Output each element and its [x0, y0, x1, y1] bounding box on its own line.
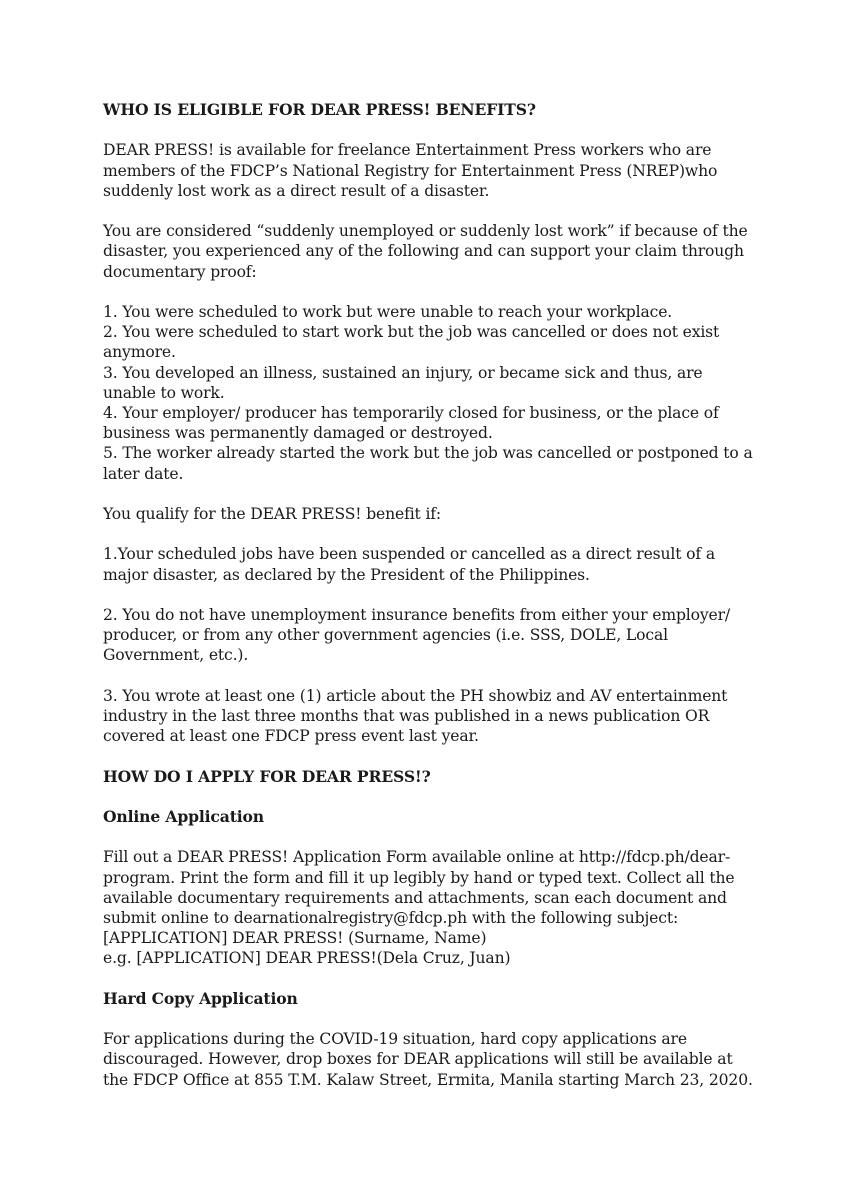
spacer: [103, 201, 753, 221]
conditions-list: [103, 302, 753, 484]
eligibility-intro: DEAR PRESS! is available for freelance Entertainment Press workers who are members of the FDCP’s National Registry for Entertainment Press (NREP)who suddenly lost work as a direct result of a disaster.: [103, 141, 718, 200]
spacer: [103, 282, 753, 302]
hardcopy-application-heading: Hard Copy Application: [103, 988, 298, 1008]
email-subject-format: [APPLICATION] DEAR PRESS! (Surname, Name): [103, 929, 487, 948]
spacer: [103, 787, 753, 807]
hardcopy-application-body: For applications during the COVID-19 situation, hard copy applications are discouraged. However, drop boxes for DEAR applications will still be available at the FDCP Office at 855 T.M. Kalaw Street, Ermita, Manila starting March 23, 2020.: [103, 1030, 753, 1089]
online-application-body: Fill out a DEAR PRESS! Application Form available online at http://fdcp.ph/dear-program. Print the form and fill it up legibly by hand or typed text. Collect all the available documentary requirements and attachments, scan each document and submit online to dearnationalregistry@fdcp.ph with the following subject:: [103, 848, 735, 927]
condition-item: 2. You were scheduled to start work but the job was cancelled or does not exist anymore.: [103, 323, 720, 362]
condition-item: 5. The worker already started the work but the job was cancelled or postponed to a later date.: [103, 444, 753, 483]
email-subject-example: e.g. [APPLICATION] DEAR PRESS!(Dela Cruz, Juan): [103, 949, 511, 968]
online-application-heading: Online Application: [103, 806, 264, 826]
qualify-item: 1.Your scheduled jobs have been suspended or cancelled as a direct result of a major disaster, as declared by the President of the Philippines.: [103, 545, 715, 584]
condition-item: 4. Your employer/ producer has temporarily closed for business, or the place of business was permanently damaged or destroyed.: [103, 404, 719, 443]
spacer: [103, 120, 753, 140]
condition-item: 3. You developed an illness, sustained an injury, or became sick and thus, are unable to work.: [103, 363, 703, 402]
spacer: [103, 1009, 753, 1029]
apply-heading: HOW DO I APPLY FOR DEAR PRESS!?: [103, 766, 431, 786]
spacer: [103, 969, 753, 989]
spacer: [103, 827, 753, 847]
spacer: [103, 666, 753, 686]
qualify-intro: You qualify for the DEAR PRESS! benefit if:: [103, 505, 442, 523]
eligibility-heading: WHO IS ELIGIBLE FOR DEAR PRESS! BENEFITS?: [103, 100, 536, 119]
condition-item: 1. You were scheduled to work but were unable to reach your workplace.: [103, 302, 673, 321]
qualify-item: 3. You wrote at least one (1) article about the PH showbiz and AV entertainment industry in the last three months that was published in a news publication OR covered at least one FDCP press event last year.: [103, 686, 728, 746]
qualify-item: 2. You do not have unemployment insurance benefits from either your employer/ producer, or from any other government agencies (i.e. SSS, DOLE, Local Government, etc.).: [103, 605, 731, 665]
spacer: [103, 585, 753, 605]
document-page: [103, 100, 753, 1090]
spacer: [103, 746, 753, 766]
spacer: [103, 524, 753, 544]
eligibility-definition: You are considered “suddenly unemployed or suddenly lost work” if because of the disaster, you experienced any of the following and can support your claim through documentary proof:: [103, 222, 748, 281]
spacer: [103, 484, 753, 504]
